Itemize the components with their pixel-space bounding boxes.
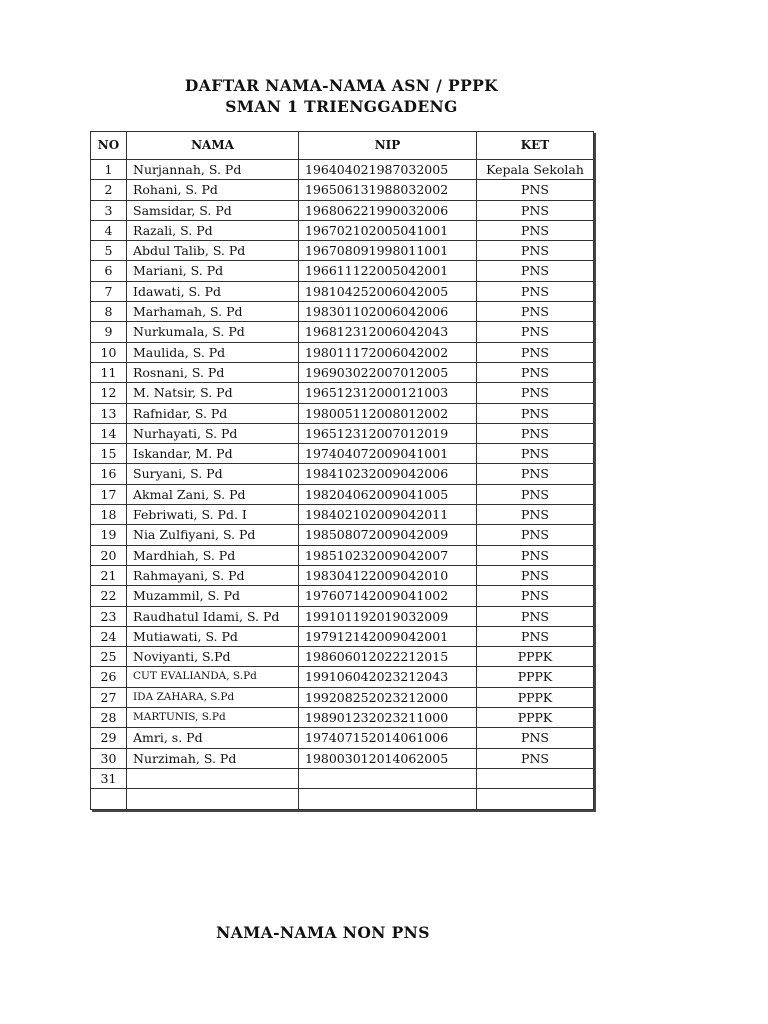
row-number: 22 bbox=[91, 586, 127, 606]
row-name: Rafnidar, S. Pd bbox=[127, 403, 299, 423]
row-status: PNS bbox=[477, 525, 594, 545]
row-number: 5 bbox=[91, 241, 127, 261]
header-nama: NAMA bbox=[127, 132, 299, 160]
row-status: PNS bbox=[477, 545, 594, 565]
row-number: 2 bbox=[91, 180, 127, 200]
row-nip: 197407152014061006 bbox=[299, 728, 477, 748]
row-nip: 198606012022212015 bbox=[299, 647, 477, 667]
row-number: 27 bbox=[91, 687, 127, 707]
row-number: 16 bbox=[91, 464, 127, 484]
row-status: Kepala Sekolah bbox=[477, 160, 594, 180]
header-no: NO bbox=[91, 132, 127, 160]
row-status: PNS bbox=[477, 261, 594, 281]
row-number: 17 bbox=[91, 484, 127, 504]
row-number: 3 bbox=[91, 200, 127, 220]
row-status: PNS bbox=[477, 302, 594, 322]
table-row bbox=[91, 484, 594, 504]
row-nip: 196611122005042001 bbox=[299, 261, 477, 281]
row-name: Nurhayati, S. Pd bbox=[127, 423, 299, 443]
table-row bbox=[91, 180, 594, 200]
row-status: PPPK bbox=[477, 647, 594, 667]
row-number: 30 bbox=[91, 748, 127, 768]
row-number: 1 bbox=[91, 160, 127, 180]
row-name: Rohani, S. Pd bbox=[127, 180, 299, 200]
table-row bbox=[91, 505, 594, 525]
table-row bbox=[91, 525, 594, 545]
row-number: 11 bbox=[91, 362, 127, 382]
table-row bbox=[91, 647, 594, 667]
row-nip: 197607142009041002 bbox=[299, 586, 477, 606]
table-row bbox=[91, 687, 594, 707]
table-row bbox=[91, 383, 594, 403]
row-status: PNS bbox=[477, 444, 594, 464]
row-name: Marhamah, S. Pd bbox=[127, 302, 299, 322]
row-status: PNS bbox=[477, 606, 594, 626]
row-nip: 198510232009042007 bbox=[299, 545, 477, 565]
row-number: 24 bbox=[91, 626, 127, 646]
row-status: PNS bbox=[477, 464, 594, 484]
row-name: MARTUNIS, S.Pd bbox=[127, 708, 299, 728]
row-number: 25 bbox=[91, 647, 127, 667]
row-number: 6 bbox=[91, 261, 127, 281]
row-name bbox=[127, 768, 299, 788]
row-status: PNS bbox=[477, 484, 594, 504]
row-number: 21 bbox=[91, 565, 127, 585]
row-name: Samsidar, S. Pd bbox=[127, 200, 299, 220]
table-row bbox=[91, 606, 594, 626]
row-nip: 196806221990032006 bbox=[299, 200, 477, 220]
row-number: 26 bbox=[91, 667, 127, 687]
row-name: Noviyanti, S.Pd bbox=[127, 647, 299, 667]
row-number: 31 bbox=[91, 768, 127, 788]
row-status: PNS bbox=[477, 586, 594, 606]
row-number: 29 bbox=[91, 728, 127, 748]
row-nip: 198104252006042005 bbox=[299, 281, 477, 301]
row-status: PNS bbox=[477, 241, 594, 261]
row-name: Nurkumala, S. Pd bbox=[127, 322, 299, 342]
row-name: M. Natsir, S. Pd bbox=[127, 383, 299, 403]
row-status: PNS bbox=[477, 322, 594, 342]
row-status bbox=[477, 789, 594, 809]
row-status: PNS bbox=[477, 748, 594, 768]
table-row bbox=[91, 403, 594, 423]
row-number: 8 bbox=[91, 302, 127, 322]
table-row bbox=[91, 586, 594, 606]
row-number: 23 bbox=[91, 606, 127, 626]
row-number: 13 bbox=[91, 403, 127, 423]
row-number: 12 bbox=[91, 383, 127, 403]
row-name: Mutiawati, S. Pd bbox=[127, 626, 299, 646]
row-status: PPPK bbox=[477, 708, 594, 728]
row-nip: 198410232009042006 bbox=[299, 464, 477, 484]
row-name: Nia Zulfiyani, S. Pd bbox=[127, 525, 299, 545]
row-status: PNS bbox=[477, 565, 594, 585]
table-row bbox=[91, 626, 594, 646]
table-row bbox=[91, 708, 594, 728]
row-name: Razali, S. Pd bbox=[127, 220, 299, 240]
table-row bbox=[91, 667, 594, 687]
row-name: Suryani, S. Pd bbox=[127, 464, 299, 484]
row-status: PNS bbox=[477, 220, 594, 240]
row-status: PNS bbox=[477, 403, 594, 423]
row-number: 9 bbox=[91, 322, 127, 342]
table-row bbox=[91, 362, 594, 382]
table-row bbox=[91, 281, 594, 301]
row-nip: 196512312007012019 bbox=[299, 423, 477, 443]
row-nip: 198508072009042009 bbox=[299, 525, 477, 545]
row-nip: 199208252023212000 bbox=[299, 687, 477, 707]
table-row bbox=[91, 444, 594, 464]
row-nip: 198005112008012002 bbox=[299, 403, 477, 423]
row-status: PNS bbox=[477, 281, 594, 301]
row-number: 20 bbox=[91, 545, 127, 565]
row-nip: 198204062009041005 bbox=[299, 484, 477, 504]
row-nip: 196404021987032005 bbox=[299, 160, 477, 180]
row-name: Febriwati, S. Pd. I bbox=[127, 505, 299, 525]
row-nip: 196812312006042043 bbox=[299, 322, 477, 342]
school-name: SMAN 1 TRIENGGADENG bbox=[225, 97, 458, 116]
row-number: 7 bbox=[91, 281, 127, 301]
row-nip: 198011172006042002 bbox=[299, 342, 477, 362]
row-nip bbox=[299, 789, 477, 809]
row-status: PPPK bbox=[477, 687, 594, 707]
asn-roster-table bbox=[90, 131, 594, 810]
row-nip: 196903022007012005 bbox=[299, 362, 477, 382]
document-title: DAFTAR NAMA-NAMA ASN / PPPK bbox=[184, 76, 499, 95]
row-name: Mariani, S. Pd bbox=[127, 261, 299, 281]
row-nip: 198304122009042010 bbox=[299, 565, 477, 585]
row-status: PPPK bbox=[477, 667, 594, 687]
row-name: CUT EVALIANDA, S.Pd bbox=[127, 667, 299, 687]
header-nip: NIP bbox=[299, 132, 477, 160]
row-name: Maulida, S. Pd bbox=[127, 342, 299, 362]
table-row bbox=[91, 423, 594, 443]
table-row bbox=[91, 789, 594, 809]
row-nip: 198901232023211000 bbox=[299, 708, 477, 728]
row-nip bbox=[299, 768, 477, 788]
row-name: IDA ZAHARA, S.Pd bbox=[127, 687, 299, 707]
row-nip: 198301102006042006 bbox=[299, 302, 477, 322]
row-status: PNS bbox=[477, 728, 594, 748]
row-number bbox=[91, 789, 127, 809]
row-nip: 196708091998011001 bbox=[299, 241, 477, 261]
table-row bbox=[91, 160, 594, 180]
row-nip: 197404072009041001 bbox=[299, 444, 477, 464]
row-status: PNS bbox=[477, 423, 594, 443]
row-nip: 198003012014062005 bbox=[299, 748, 477, 768]
row-status: PNS bbox=[477, 383, 594, 403]
row-status: PNS bbox=[477, 626, 594, 646]
row-name: Abdul Talib, S. Pd bbox=[127, 241, 299, 261]
row-name: Muzammil, S. Pd bbox=[127, 586, 299, 606]
row-nip: 199106042023212043 bbox=[299, 667, 477, 687]
table-row bbox=[91, 200, 594, 220]
table-row bbox=[91, 565, 594, 585]
row-name bbox=[127, 789, 299, 809]
table-row bbox=[91, 545, 594, 565]
row-nip: 197912142009042001 bbox=[299, 626, 477, 646]
section-title-non-pns: NAMA-NAMA NON PNS bbox=[216, 923, 430, 942]
row-number: 18 bbox=[91, 505, 127, 525]
row-status: PNS bbox=[477, 362, 594, 382]
table-row bbox=[91, 768, 594, 788]
row-name: Raudhatul Idami, S. Pd bbox=[127, 606, 299, 626]
header-ket: KET bbox=[477, 132, 594, 160]
table-row bbox=[91, 322, 594, 342]
row-number: 28 bbox=[91, 708, 127, 728]
row-name: Amri, s. Pd bbox=[127, 728, 299, 748]
table-row bbox=[91, 302, 594, 322]
row-name: Rahmayani, S. Pd bbox=[127, 565, 299, 585]
row-nip: 198402102009042011 bbox=[299, 505, 477, 525]
table-row bbox=[91, 748, 594, 768]
row-number: 15 bbox=[91, 444, 127, 464]
row-number: 14 bbox=[91, 423, 127, 443]
row-nip: 196506131988032002 bbox=[299, 180, 477, 200]
table-row bbox=[91, 241, 594, 261]
table-row bbox=[91, 261, 594, 281]
row-status: PNS bbox=[477, 200, 594, 220]
table-row bbox=[91, 342, 594, 362]
row-name: Nurjannah, S. Pd bbox=[127, 160, 299, 180]
table-row bbox=[91, 728, 594, 748]
row-name: Iskandar, M. Pd bbox=[127, 444, 299, 464]
row-status: PNS bbox=[477, 180, 594, 200]
row-name: Nurzimah, S. Pd bbox=[127, 748, 299, 768]
row-number: 4 bbox=[91, 220, 127, 240]
row-nip: 196702102005041001 bbox=[299, 220, 477, 240]
row-status: PNS bbox=[477, 505, 594, 525]
row-status: PNS bbox=[477, 342, 594, 362]
row-name: Akmal Zani, S. Pd bbox=[127, 484, 299, 504]
table-row bbox=[91, 464, 594, 484]
row-nip: 199101192019032009 bbox=[299, 606, 477, 626]
row-name: Mardhiah, S. Pd bbox=[127, 545, 299, 565]
row-status bbox=[477, 768, 594, 788]
table-row bbox=[91, 220, 594, 240]
row-number: 19 bbox=[91, 525, 127, 545]
row-number: 10 bbox=[91, 342, 127, 362]
table-body bbox=[91, 160, 594, 810]
row-nip: 196512312000121003 bbox=[299, 383, 477, 403]
row-name: Idawati, S. Pd bbox=[127, 281, 299, 301]
table-header-row bbox=[91, 132, 594, 160]
row-name: Rosnani, S. Pd bbox=[127, 362, 299, 382]
